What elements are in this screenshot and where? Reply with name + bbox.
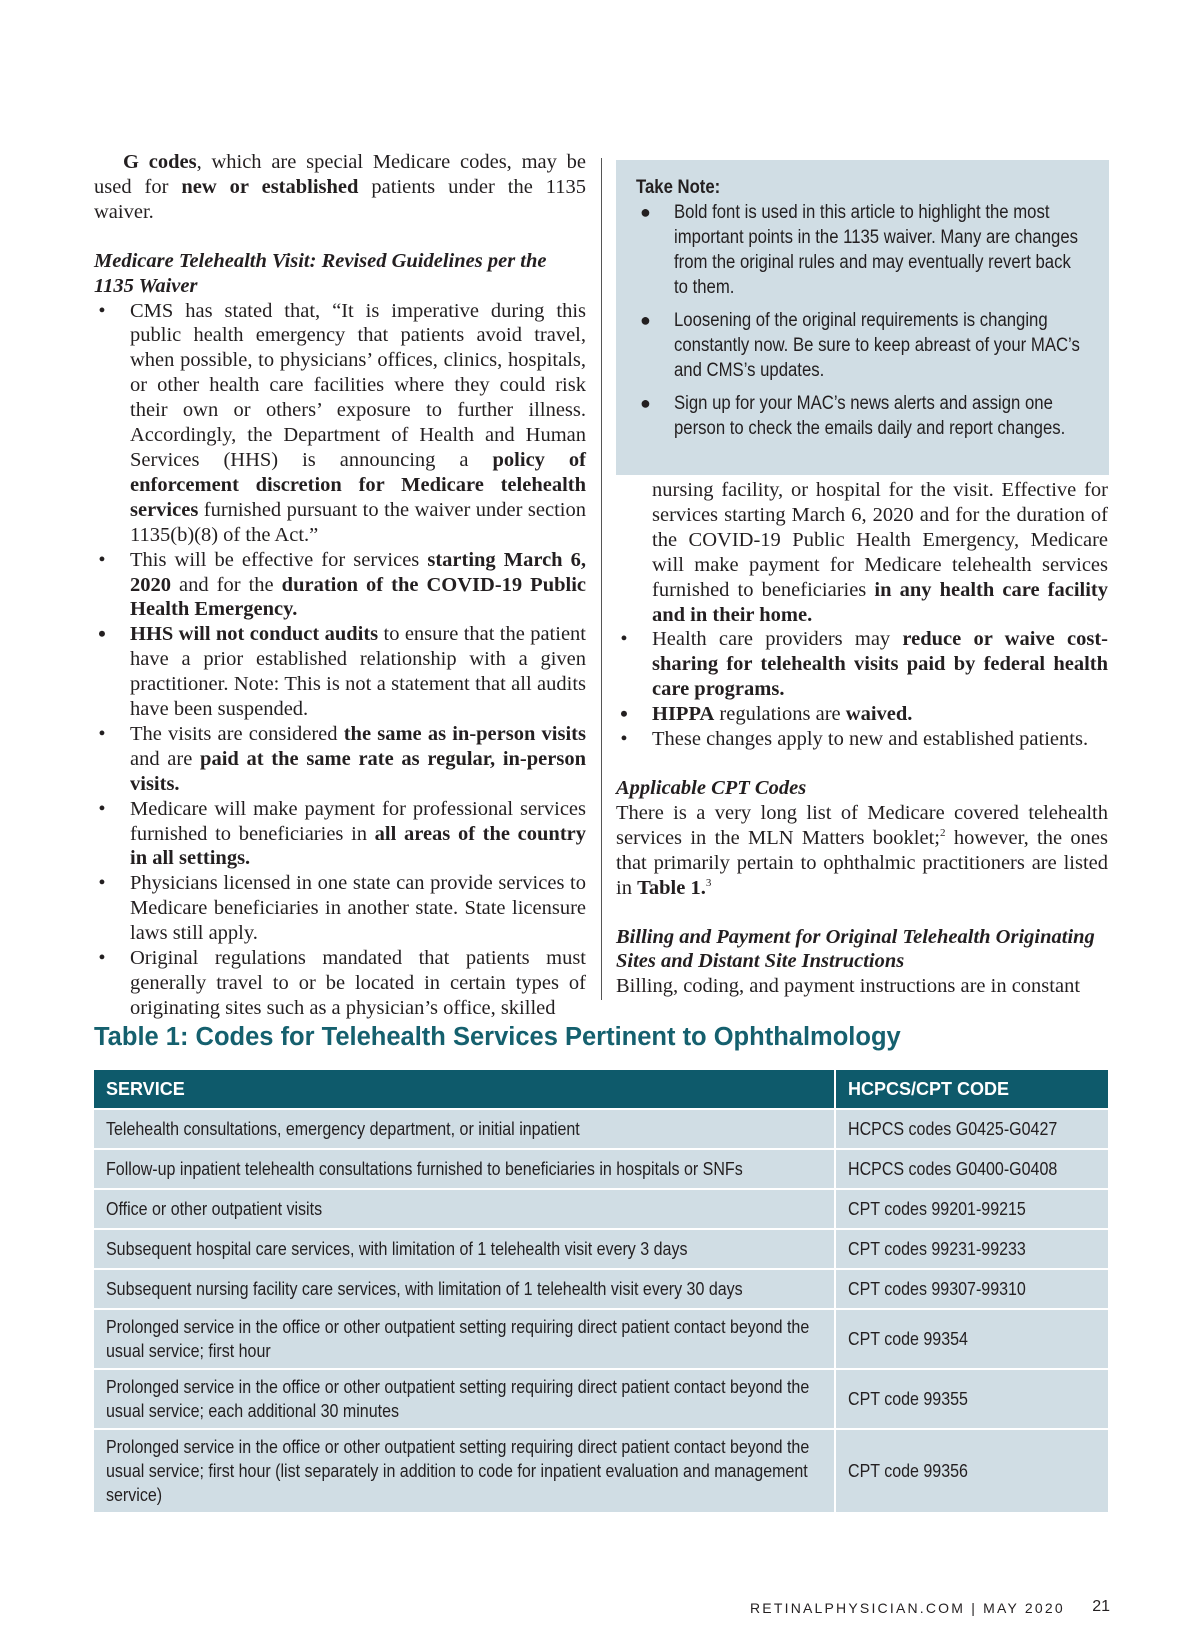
- section-heading-billing: Billing and Payment for Original Telehealth Originating Sites and Distant Site Instructions: [616, 925, 1095, 973]
- section-heading-cpt-codes: Applicable CPT Codes: [616, 776, 807, 799]
- code-cell: [835, 1149, 1108, 1189]
- cpt-paragraph: [616, 801, 1108, 901]
- section-heading-telehealth-guidelines: Medicare Telehealth Visit: Revised Guidelines per the 1135 Waiver: [94, 249, 547, 297]
- list-item-text: Physicians licensed in one state can provide services to Medicare beneficiaries in another state. State licensure laws still apply.: [130, 872, 586, 945]
- bullet-icon: •: [98, 621, 106, 647]
- service-text: Subsequent hospital care services, with limitation of 1 telehealth visit every 3 days: [106, 1239, 688, 1259]
- bullet-icon: •: [98, 722, 106, 745]
- list-item-bold: waived.: [845, 703, 913, 726]
- list-item-text: to ensure that the patient have a prior established relationship with a given practitioner. Note: This is not a statement that all audits have been suspended.: [130, 623, 586, 721]
- code-cell: [835, 1369, 1108, 1429]
- take-note-title: Take Note:: [636, 177, 721, 198]
- code-cell: [835, 1109, 1108, 1149]
- code-text: CPT code 99354: [848, 1329, 968, 1349]
- take-note-item: [636, 391, 1087, 441]
- column-header-service: SERVICE: [94, 1070, 835, 1109]
- intro-bold-gcodes: G codes: [123, 151, 197, 173]
- code-text: CPT codes 99307-99310: [848, 1279, 1026, 1299]
- service-cell: [94, 1109, 835, 1149]
- list-item-bold: paid at the same rate as regular, in-person visits.: [130, 747, 586, 795]
- table-row: [94, 1309, 1108, 1369]
- list-item: [94, 722, 586, 797]
- footnote-ref: 3: [705, 876, 712, 889]
- column-header-code: HCPCS/CPT CODE: [835, 1070, 1108, 1109]
- footer-site-date: RETINALPHYSICIAN.COM | MAY 2020: [750, 1600, 1065, 1616]
- list-item-text: This will be effective for services: [130, 548, 428, 571]
- intro-text-end: patients under the 1135 waiver.: [94, 175, 586, 223]
- list-item-text: Original regulations mandated that patients must generally travel to or be located in certain types of originating sites such as a physician’s office, skilled: [130, 947, 586, 1019]
- table-ref: Table 1.: [637, 876, 706, 899]
- bullet-icon: •: [620, 728, 628, 751]
- service-cell: [94, 1309, 835, 1369]
- table-header-row: [94, 1070, 1108, 1109]
- code-text: HCPCS codes G0425-G0427: [848, 1119, 1058, 1139]
- list-item-bold: HHS will not conduct audits: [130, 623, 379, 646]
- table-row: [94, 1109, 1108, 1149]
- list-item: [94, 548, 586, 623]
- service-text: Office or other outpatient visits: [106, 1199, 323, 1219]
- service-cell: [94, 1269, 835, 1309]
- list-item: [94, 299, 586, 548]
- bullet-icon: •: [98, 797, 106, 820]
- code-cell: [835, 1229, 1108, 1269]
- list-item: [616, 627, 1108, 702]
- list-item-bold: HIPPA: [652, 703, 715, 726]
- bullet-icon: •: [98, 299, 106, 322]
- table-title: Table 1: Codes for Telehealth Services Pertinent to Ophthalmology: [94, 1023, 901, 1051]
- paragraph-text: however, the ones that primarily pertain to ophthalmic practitioners are listed in: [616, 826, 1108, 899]
- service-text: Prolonged service in the office or other outpatient setting requiring direct patient contact beyond the usual service; each additional 30 minutes: [106, 1377, 810, 1421]
- list-item-text: nursing facility, or hospital for the visit. Effective for services starting March 6, 2020 and for the duration of the COVID-19 Public Health Emergency, Medicare will make payment for Medicare telehealth services furnished to beneficiaries: [652, 479, 1108, 601]
- table-row: [94, 1369, 1108, 1429]
- list-item-text: These changes apply to new and established patients.: [652, 728, 1089, 751]
- list-item-bold: reduce or waive cost-sharing for telehealth visits paid by federal health care programs.: [652, 628, 1108, 701]
- bullet-icon: ●: [640, 202, 651, 222]
- service-text: Prolonged service in the office or other outpatient setting requiring direct patient contact beyond the usual service; first hour (list separately in addition to code for inpatient evaluation and management service): [106, 1437, 810, 1505]
- footnote-ref: 2: [940, 826, 946, 839]
- list-item-text: Health care providers may: [652, 628, 903, 651]
- bullet-icon: •: [98, 947, 106, 970]
- code-text: CPT codes 99201-99215: [848, 1199, 1026, 1219]
- bullet-icon: •: [620, 628, 628, 651]
- code-cell: [835, 1309, 1108, 1369]
- column-divider: [601, 158, 602, 1000]
- service-text: Subsequent nursing facility care services, with limitation of 1 telehealth visit every 30 days: [106, 1279, 743, 1299]
- list-item-text: Medicare will make payment for professional services furnished to beneficiaries in: [130, 797, 586, 845]
- table-row: [94, 1229, 1108, 1269]
- list-item-bold: duration of the COVID-19 Public Health Emergency.: [130, 573, 586, 621]
- paragraph-text: There is a very long list of Medicare covered telehealth services in the MLN Matters booklet;: [616, 801, 1108, 849]
- list-item-bold: all areas of the country in all settings.: [130, 822, 586, 870]
- codes-table: [94, 1070, 1108, 1512]
- service-cell: [94, 1149, 835, 1189]
- billing-paragraph: Billing, coding, and payment instructions are in constant: [616, 975, 1081, 998]
- table-row: [94, 1149, 1108, 1189]
- bullet-icon: ●: [640, 310, 651, 330]
- code-cell: [835, 1269, 1108, 1309]
- list-item-bold: in any health care facility and in their home.: [652, 578, 1109, 626]
- service-cell: [94, 1429, 835, 1512]
- code-text: CPT code 99356: [848, 1461, 968, 1481]
- service-cell: [94, 1229, 835, 1269]
- table-row: [94, 1429, 1108, 1512]
- table-row: [94, 1189, 1108, 1229]
- service-cell: [94, 1189, 835, 1229]
- take-note-item-text: Sign up for your MAC’s news alerts and assign one person to check the emails daily and report changes.: [674, 393, 1066, 439]
- list-item-bold: the same as in-person visits: [343, 722, 586, 745]
- code-cell: [835, 1429, 1108, 1512]
- list-item-bold: policy of enforcement discretion for Medicare telehealth services: [130, 448, 586, 521]
- take-note-list: [636, 200, 1087, 441]
- take-note-item: [636, 308, 1087, 383]
- take-note-item-text: Loosening of the original requirements is changing constantly now. Be sure to keep abreast of your MAC’s and CMS’s updates.: [674, 310, 1080, 381]
- right-column: [616, 478, 1108, 999]
- list-item: [94, 797, 586, 872]
- list-item-text: The visits are considered: [130, 722, 344, 745]
- list-item-continued: [616, 478, 1108, 627]
- table-row: [94, 1269, 1108, 1309]
- list-item-text: regulations are: [714, 703, 846, 726]
- code-cell: [835, 1189, 1108, 1229]
- list-item: [94, 946, 586, 1021]
- list-item-text: furnished pursuant to the waiver under section 1135(b)(8) of the Act.”: [130, 498, 586, 546]
- bullet-icon: •: [620, 701, 628, 727]
- list-item: [94, 622, 586, 722]
- bullet-icon: ●: [640, 393, 651, 413]
- intro-paragraph: [94, 150, 586, 225]
- guidelines-list: [94, 299, 586, 1021]
- take-note-item-text: Bold font is used in this article to highlight the most important points in the 1135 waiver. Many are changes from the original rules and may eventually revert back to them.: [674, 202, 1079, 298]
- code-text: HCPCS codes G0400-G0408: [848, 1159, 1058, 1179]
- bullet-icon: •: [98, 872, 106, 895]
- list-item: [94, 871, 586, 946]
- service-text: Follow-up inpatient telehealth consultations furnished to beneficiaries in hospitals or SNFs: [106, 1159, 743, 1179]
- take-note-item: [636, 200, 1087, 300]
- intro-bold-new: new or established: [181, 175, 359, 198]
- code-text: CPT codes 99231-99233: [848, 1239, 1026, 1259]
- page-number: 21: [1092, 1598, 1110, 1615]
- intro-text: , which are special Medicare codes, may be used for: [94, 151, 586, 198]
- list-item-bold: starting March 6, 2020: [130, 548, 587, 596]
- code-text: CPT code 99355: [848, 1389, 968, 1409]
- bullet-icon: •: [98, 548, 106, 571]
- list-item: [616, 702, 1108, 727]
- left-column: [94, 150, 586, 1021]
- service-cell: [94, 1369, 835, 1429]
- list-item-text: and for the: [171, 573, 282, 596]
- service-text: Telehealth consultations, emergency department, or initial inpatient: [106, 1119, 580, 1139]
- service-text: Prolonged service in the office or other outpatient setting requiring direct patient contact beyond the usual service; first hour: [106, 1317, 810, 1361]
- guidelines-list-continued: [616, 478, 1108, 752]
- take-note-box: [616, 160, 1109, 475]
- list-item-text: CMS has stated that, “It is imperative during this public health emergency that patients avoid travel, when possible, to physicians’ offices, clinics, hospitals, or other health care facilities where they could risk their own or others’ exposure to further illness. Accordingly, the Department of Health and Human Services (HHS) is announcing a: [130, 299, 586, 471]
- list-item-text: and are: [130, 747, 201, 770]
- list-item: [616, 727, 1108, 752]
